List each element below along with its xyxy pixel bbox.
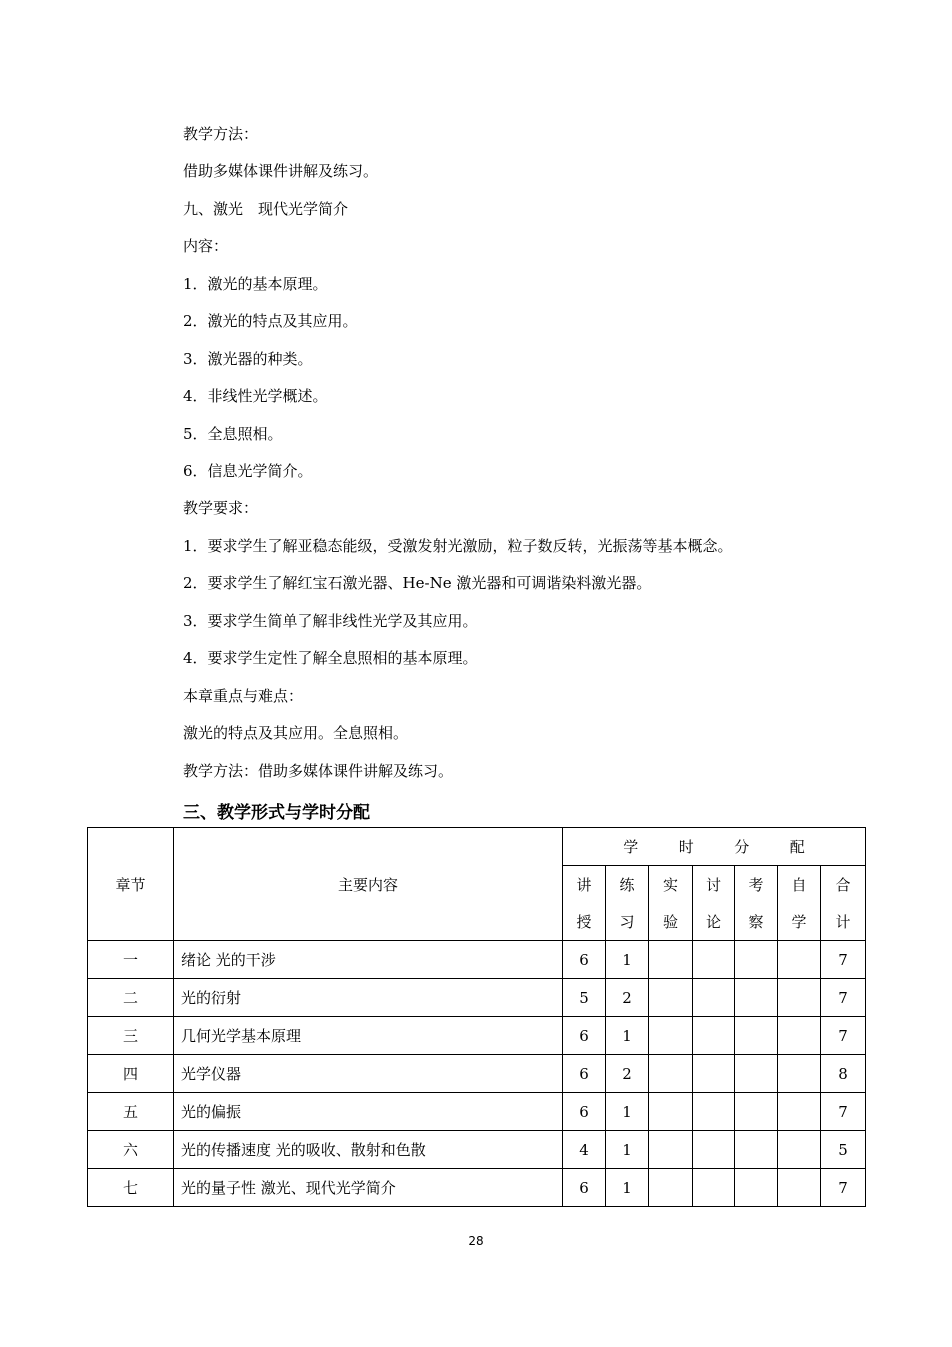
cell-hours xyxy=(649,1055,693,1093)
cell-hours xyxy=(649,1169,693,1207)
subheader-selfstudy-bottom: 学 xyxy=(778,903,821,941)
section-heading: 三、教学形式与学时分配 xyxy=(183,803,370,823)
cell-hours: 1 xyxy=(606,1093,649,1131)
subheader-discussion-bottom: 论 xyxy=(693,903,735,941)
header-hours-char: 分 xyxy=(734,838,750,856)
cell-chapter: 四 xyxy=(88,1055,174,1093)
cell-chapter: 三 xyxy=(88,1017,174,1055)
cell-hours xyxy=(735,1055,778,1093)
cell-content: 绪论 光的干涉 xyxy=(174,941,563,979)
list-item: 6．信息光学简介。 xyxy=(183,462,313,480)
cell-hours xyxy=(693,1055,735,1093)
list-item: 4．非线性光学概述。 xyxy=(183,387,328,405)
cell-hours xyxy=(735,1131,778,1169)
subheader-experiment-bottom: 验 xyxy=(649,903,693,941)
chapter-title: 九、激光 现代光学简介 xyxy=(183,200,349,218)
cell-chapter: 六 xyxy=(88,1131,174,1169)
cell-hours: 1 xyxy=(606,1169,649,1207)
cell-hours xyxy=(778,1093,821,1131)
subheader-lecture-top: 讲 xyxy=(563,866,606,904)
table-row xyxy=(88,1055,866,1093)
cell-content: 光的偏振 xyxy=(174,1093,563,1131)
subheader-selfstudy-top: 自 xyxy=(778,866,821,904)
cell-hours xyxy=(649,1093,693,1131)
cell-hours xyxy=(735,1017,778,1055)
table-row xyxy=(88,1093,866,1131)
text-paragraph: 激光的特点及其应用。全息照相。 xyxy=(183,724,409,742)
subheader-inspection-top: 考 xyxy=(735,866,778,904)
list-item: 3．激光器的种类。 xyxy=(183,350,313,368)
cell-hours xyxy=(693,979,735,1017)
list-item: 1．激光的基本原理。 xyxy=(183,275,328,293)
header-hours-char: 配 xyxy=(789,838,805,856)
header-hours-group xyxy=(563,828,866,866)
label-requirements: 教学要求： xyxy=(183,499,259,517)
cell-hours: 6 xyxy=(563,1055,606,1093)
cell-hours: 7 xyxy=(821,1017,866,1055)
cell-content: 光的衍射 xyxy=(174,979,563,1017)
list-item: 5．全息照相。 xyxy=(183,425,283,443)
cell-hours xyxy=(693,941,735,979)
cell-hours xyxy=(778,1131,821,1169)
list-item: 3．要求学生简单了解非线性光学及其应用。 xyxy=(183,612,478,630)
label-key-points: 本章重点与难点： xyxy=(183,687,304,705)
list-item: 2．激光的特点及其应用。 xyxy=(183,312,358,330)
cell-content: 光学仪器 xyxy=(174,1055,563,1093)
cell-hours xyxy=(778,941,821,979)
cell-content: 光的量子性 激光、现代光学简介 xyxy=(174,1169,563,1207)
cell-hours: 1 xyxy=(606,1017,649,1055)
subheader-experiment-top: 实 xyxy=(649,866,693,904)
subheader-total-top: 合 xyxy=(821,866,866,904)
subheader-discussion-top: 讨 xyxy=(693,866,735,904)
table-row xyxy=(88,1131,866,1169)
cell-hours xyxy=(735,941,778,979)
cell-hours xyxy=(778,1055,821,1093)
cell-hours xyxy=(735,1093,778,1131)
table-row xyxy=(88,979,866,1017)
cell-hours xyxy=(693,1093,735,1131)
list-item: 2．要求学生了解红宝石激光器、He-Ne 激光器和可调谐染料激光器。 xyxy=(183,574,652,592)
cell-hours xyxy=(735,979,778,1017)
cell-hours: 5 xyxy=(821,1131,866,1169)
cell-hours: 7 xyxy=(821,979,866,1017)
list-item: 4．要求学生定性了解全息照相的基本原理。 xyxy=(183,649,478,667)
subheader-practice-bottom: 习 xyxy=(606,903,649,941)
cell-hours xyxy=(735,1169,778,1207)
cell-chapter: 五 xyxy=(88,1093,174,1131)
cell-hours: 2 xyxy=(606,979,649,1017)
header-chapter: 章节 xyxy=(88,828,174,941)
cell-hours: 6 xyxy=(563,1169,606,1207)
header-content: 主要内容 xyxy=(174,828,563,941)
cell-chapter: 七 xyxy=(88,1169,174,1207)
cell-content: 光的传播速度 光的吸收、散射和色散 xyxy=(174,1131,563,1169)
cell-hours: 6 xyxy=(563,1093,606,1131)
cell-hours: 6 xyxy=(563,1017,606,1055)
cell-hours xyxy=(693,1169,735,1207)
header-hours-char: 时 xyxy=(678,838,694,856)
cell-chapter: 二 xyxy=(88,979,174,1017)
cell-hours: 2 xyxy=(606,1055,649,1093)
cell-hours: 7 xyxy=(821,941,866,979)
page-number: 28 xyxy=(468,1234,484,1248)
subheader-inspection-bottom: 察 xyxy=(735,903,778,941)
cell-hours: 6 xyxy=(563,941,606,979)
cell-hours xyxy=(778,1169,821,1207)
cell-hours xyxy=(778,979,821,1017)
list-item: 1．要求学生了解亚稳态能级，受激发射光激励，粒子数反转，光振荡等基本概念。 xyxy=(183,537,733,555)
hours-table xyxy=(87,827,866,1207)
subheader-total-bottom: 计 xyxy=(821,903,866,941)
text-paragraph: 教学方法：借助多媒体课件讲解及练习。 xyxy=(183,762,454,780)
cell-chapter: 一 xyxy=(88,941,174,979)
cell-hours xyxy=(649,1131,693,1169)
table-row xyxy=(88,1017,866,1055)
cell-hours: 4 xyxy=(563,1131,606,1169)
cell-hours xyxy=(778,1017,821,1055)
cell-hours: 1 xyxy=(606,941,649,979)
subheader-lecture-bottom: 授 xyxy=(563,903,606,941)
cell-hours xyxy=(649,979,693,1017)
cell-hours xyxy=(693,1131,735,1169)
header-hours-char: 学 xyxy=(623,838,639,856)
text-paragraph: 借助多媒体课件讲解及练习。 xyxy=(183,162,379,180)
table-row xyxy=(88,1169,866,1207)
cell-hours xyxy=(693,1017,735,1055)
cell-hours xyxy=(649,1017,693,1055)
cell-content: 几何光学基本原理 xyxy=(174,1017,563,1055)
table-row xyxy=(88,941,866,979)
cell-hours: 7 xyxy=(821,1093,866,1131)
cell-hours: 1 xyxy=(606,1131,649,1169)
cell-hours xyxy=(649,941,693,979)
cell-hours: 5 xyxy=(563,979,606,1017)
label-content: 内容： xyxy=(183,237,229,255)
subheader-practice-top: 练 xyxy=(606,866,649,904)
cell-hours: 8 xyxy=(821,1055,866,1093)
cell-hours: 7 xyxy=(821,1169,866,1207)
label-teaching-method: 教学方法： xyxy=(183,125,259,143)
